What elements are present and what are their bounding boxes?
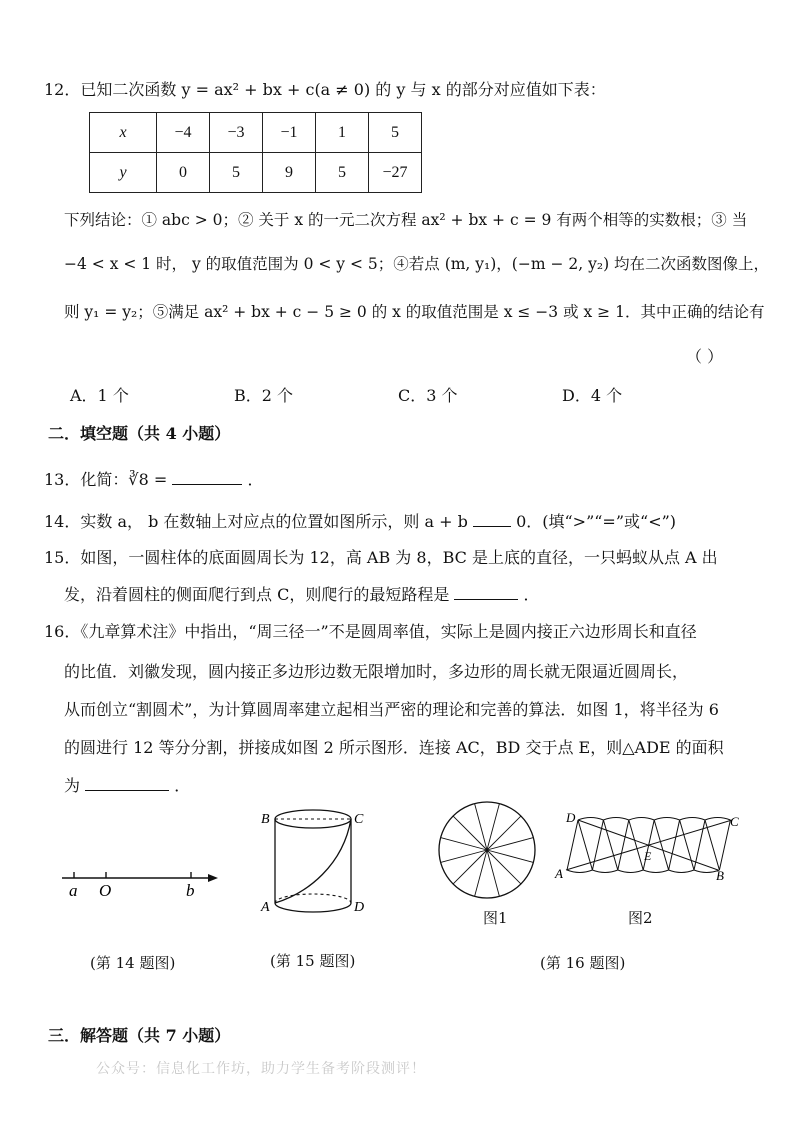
circle-spoke: [441, 850, 487, 862]
watermark-text: 公众号：信息化工作坊，助力学生备考阶段测评！: [96, 1061, 426, 1077]
table-cell: 5: [369, 113, 422, 153]
circle-spokes: [441, 804, 534, 897]
question-text: 发，沿着圆柱的侧面爬行到点 C，则爬行的最短路程是: [64, 585, 450, 604]
question-number: 14．: [44, 512, 81, 531]
question-text: 已知二次函数 y = ax² + bx + c(a ≠ 0) 的 y 与 x 的部分对应值如下表：: [80, 80, 606, 99]
table-cell: 5: [316, 153, 369, 193]
sector-arc-top: [629, 818, 654, 821]
table-cell: 5: [210, 153, 263, 193]
question-14: [44, 512, 676, 532]
circle-spoke: [487, 850, 521, 884]
q12-conclusions-line1: 下列结论：① abc > 0；② 关于 x 的一元二次方程 ax² + bx + c = 9 有两个相等的实数根；③ 当: [64, 211, 748, 229]
sector-arc-top: [705, 818, 730, 821]
figure-16-1-circle: [434, 800, 540, 906]
label-b: B: [261, 812, 270, 827]
answer-paren: （ ）: [686, 347, 724, 366]
caption-figure-14: (第 14 题图): [90, 954, 176, 972]
value-table: [89, 112, 422, 193]
table-cell: −27: [369, 153, 422, 193]
circle-spoke: [487, 816, 521, 850]
ant-path: [275, 819, 351, 903]
option-a: A．1 个: [70, 386, 129, 405]
circle-spoke: [487, 838, 533, 850]
circle-spoke: [487, 804, 499, 850]
circle-spoke: [475, 804, 487, 850]
sector-arc-bottom: [592, 870, 617, 873]
sector-arc-bottom: [618, 870, 643, 873]
caption-figure-15: (第 15 题图): [270, 952, 356, 970]
question-16-line3: 从而创立“割圆术”，为计算圆周率建立起相当严密的理论和完善的算法．如图 1，将半径为 6: [64, 700, 719, 719]
table-cell: 0: [157, 153, 210, 193]
answer-blank: [85, 776, 169, 791]
label-c: C: [354, 812, 364, 827]
circle-spoke: [441, 838, 487, 850]
question-tail: ．: [247, 470, 264, 489]
sector-arc-top: [603, 818, 628, 821]
label-c: C: [730, 814, 739, 829]
table-cell: 9: [263, 153, 316, 193]
question-number: 12．: [44, 80, 81, 99]
label-b: b: [186, 881, 195, 898]
sector-arc-bottom: [643, 870, 668, 873]
cylinder-bottom-front: [275, 903, 351, 912]
question-16-line4: 的圆进行 12 等分分割，拼接成如图 2 所示图形．连接 AC，BD 交于点 E，则△ADE 的面积: [64, 738, 724, 757]
section-heading-solve: 三．解答题（共 7 小题）: [48, 1026, 231, 1045]
figure-15-cylinder: [258, 805, 368, 925]
figure-16-1-label: 图1: [483, 909, 508, 927]
option-b: B．2 个: [234, 386, 294, 405]
label-e: E: [644, 849, 652, 863]
question-text: 为: [64, 776, 81, 795]
label-o: O: [99, 881, 112, 898]
answer-blank: [172, 470, 242, 485]
sector-arc-top: [654, 818, 679, 821]
question-16-line2: 的比值．刘徽发现，圆内接正多边形边数无限增加时，多边形的周长就无限逼近圆周长，: [64, 662, 689, 681]
sector-arc-bottom: [669, 870, 694, 873]
table-row: [90, 113, 422, 153]
question-text: 《九章算术注》中指出，“周三径一”不是圆周率值，实际上是圆内接正六边形周长和直径: [80, 622, 697, 641]
question-tail: ．: [523, 585, 540, 604]
label-b: B: [716, 868, 724, 883]
question-15-line2: [64, 585, 540, 605]
sector-arc-top: [680, 818, 705, 821]
question-12-stem: [44, 80, 606, 100]
label-d: D: [354, 900, 365, 915]
figure-14-number-line: [58, 858, 228, 898]
number-line-arrow: [208, 874, 218, 882]
question-text: 如图，一圆柱体的底面圆周长为 12，高 AB 为 8，BC 是上底的直径，一只蚂蚁从点 A 出: [80, 548, 718, 567]
question-number: 16．: [44, 622, 81, 641]
option-c: C．3 个: [398, 386, 458, 405]
question-tail: 0．(填“>”“=”或“<”): [516, 512, 677, 531]
figure-16-2-parallelogram: [552, 808, 742, 884]
question-15-line1: [44, 548, 718, 568]
label-a: a: [69, 881, 78, 898]
circle-spoke: [453, 816, 487, 850]
table-cell: −4: [157, 113, 210, 153]
caption-figure-16: (第 16 题图): [540, 954, 626, 972]
figure-16-2-label: 图2: [628, 909, 653, 927]
table-cell: −3: [210, 113, 263, 153]
table-row: [90, 153, 422, 193]
circle-spoke: [453, 850, 487, 884]
question-number: 13．: [44, 470, 81, 489]
table-cell: −1: [263, 113, 316, 153]
circle-spoke: [475, 850, 487, 896]
q12-conclusions-line3: 则 y₁ = y₂；⑤满足 ax² + bx + c − 5 ≥ 0 的 x 的取值范围是 x ≤ −3 或 x ≥ 1．其中正确的结论有: [64, 303, 765, 321]
answer-blank: [454, 585, 518, 600]
option-d: D．4 个: [562, 386, 623, 405]
table-header-y: y: [90, 153, 157, 193]
sector-arc-bottom: [567, 870, 592, 873]
sector-arc-top: [578, 818, 603, 821]
q12-conclusions-line2: −4 < x < 1 时， y 的取值范围为 0 < y < 5；④若点 (m, y₁)，(−m − 2, y₂) 均在二次函数图像上，: [64, 255, 770, 273]
question-16-line5: [64, 776, 190, 796]
question-text: 化简：∛8 =: [80, 470, 168, 489]
question-number: 15．: [44, 548, 81, 567]
table-cell: 1: [316, 113, 369, 153]
label-d: D: [566, 810, 576, 825]
answer-blank: [473, 512, 511, 527]
label-a: A: [261, 900, 270, 915]
question-text: 实数 a， b 在数轴上对应点的位置如图所示，则 a + b: [80, 512, 468, 531]
question-13: [44, 470, 263, 490]
label-a: A: [555, 866, 563, 881]
question-tail: ．: [174, 776, 191, 795]
circle-spoke: [487, 850, 533, 862]
table-header-x: x: [90, 113, 157, 153]
section-heading-fill-in: 二．填空题（共 4 小题）: [48, 424, 231, 443]
question-16-line1: [44, 622, 697, 642]
circle-spoke: [487, 850, 499, 896]
